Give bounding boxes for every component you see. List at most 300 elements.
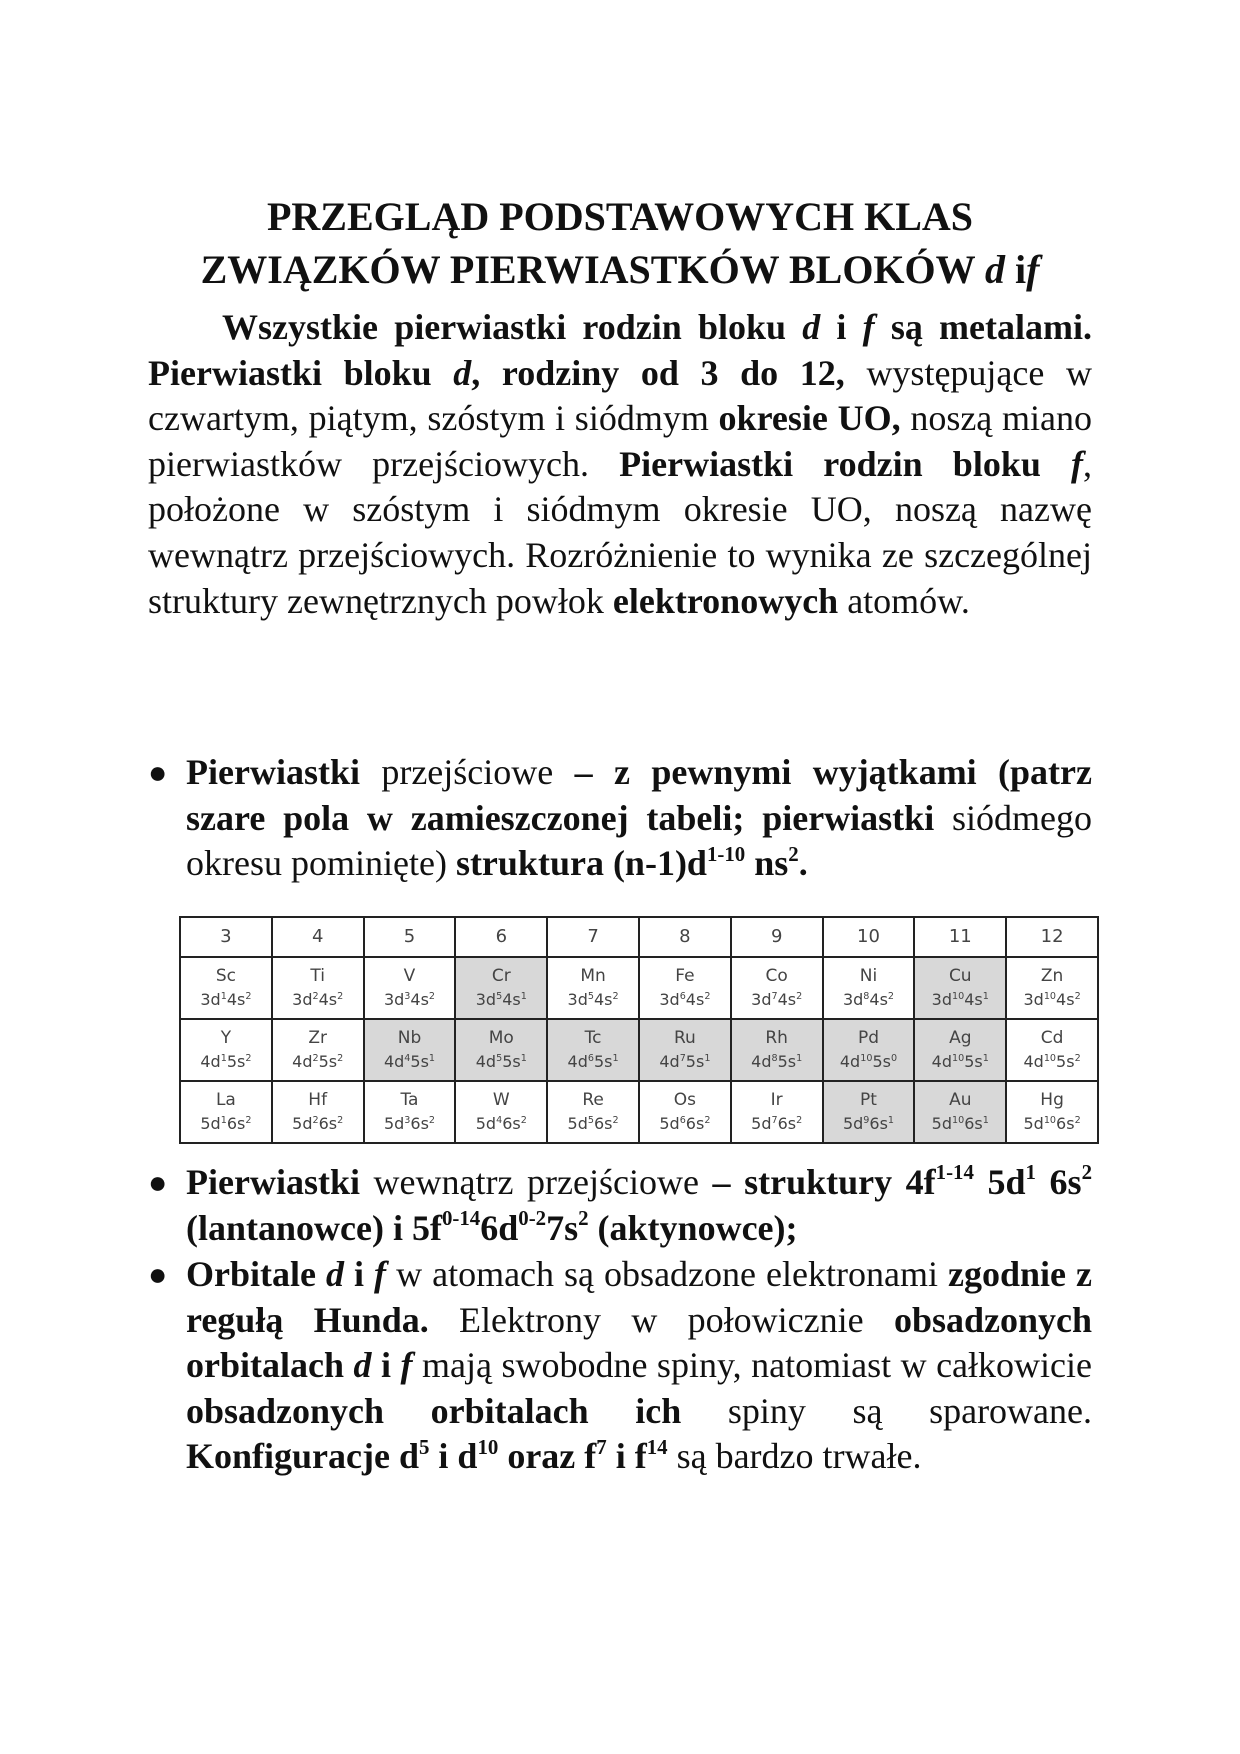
config-part: 3d [292, 990, 313, 1009]
bullet-text: (aktynowce); [588, 1207, 798, 1248]
intro-d: d [802, 307, 821, 347]
superscript: 14 [646, 1434, 668, 1459]
element-cell [1006, 1019, 1098, 1081]
config-part: 3d [842, 990, 864, 1009]
bullet-text: mają swobodne spiny, natomiast w całkowicie [412, 1345, 1092, 1386]
table-row [180, 1081, 1098, 1143]
config-superscript: 8 [771, 1053, 778, 1065]
element-symbol: Ta [400, 1090, 419, 1110]
intro-text: atomów. [838, 580, 970, 621]
element-symbol: Cr [491, 966, 511, 986]
element-cell [364, 1019, 456, 1081]
element-symbol: Ir [770, 1090, 783, 1110]
element-cell [547, 1019, 639, 1081]
config-superscript: 1 [220, 1115, 227, 1127]
config-part: 5s [410, 1052, 429, 1071]
element-cell [364, 1081, 456, 1143]
bullet-text: (lantanowce) i 5f [186, 1207, 442, 1248]
config-superscript: 1 [982, 991, 989, 1003]
electron-configuration [181, 1050, 271, 1074]
element-symbol: Mo [488, 1028, 514, 1048]
config-part: 5d [567, 1114, 588, 1133]
bullet-transition-elements [148, 750, 1092, 887]
bullet-text: wewnątrz przejściowe [373, 1162, 699, 1202]
element-cell [180, 1081, 272, 1143]
config-part: 6s [869, 1114, 888, 1133]
config-part: 4s [502, 990, 521, 1009]
electron-configuration [732, 988, 822, 1012]
config-part: 5s [1056, 1052, 1075, 1071]
element-symbol: Fe [675, 966, 695, 986]
element-cell [547, 1081, 639, 1143]
electron-configuration [915, 988, 1005, 1012]
superscript: 1 [1025, 1160, 1036, 1185]
config-superscript: 2 [887, 991, 895, 1003]
electron-configuration [548, 1112, 638, 1136]
config-superscript: 7 [679, 1053, 686, 1065]
config-part: 5d [842, 1114, 864, 1133]
electron-configuration [732, 1112, 822, 1136]
element-symbol: Ti [310, 966, 325, 986]
config-part: 4s [594, 990, 613, 1009]
intro-text: elektronowych [612, 580, 839, 621]
config-part: 6s [685, 1114, 705, 1133]
config-superscript: 2 [796, 991, 803, 1003]
config-part: 4d [659, 1052, 680, 1071]
group-header: 11 [914, 917, 1006, 957]
bullet-inner-transition [148, 1160, 1092, 1251]
element-symbol: V [403, 966, 416, 986]
config-part: 3d [567, 990, 588, 1009]
bullet-text: Pierwiastki [186, 752, 382, 792]
config-superscript: 1 [220, 991, 227, 1003]
bullet-text: Pierwiastki [186, 1162, 374, 1202]
bullet-f: f [374, 1254, 387, 1294]
element-symbol: Cu [948, 966, 972, 986]
config-superscript: 5 [587, 1115, 594, 1127]
config-part: 4s [964, 990, 983, 1009]
config-part: 4s [318, 990, 338, 1009]
config-superscript: 2 [312, 1115, 319, 1127]
element-symbol: Tc [584, 1028, 602, 1048]
element-cell [455, 1019, 547, 1081]
config-superscript: 1 [520, 991, 527, 1003]
title-f: f [1026, 247, 1040, 292]
element-cell [1006, 957, 1098, 1019]
electron-configuration [915, 1112, 1005, 1136]
element-symbol: Hg [1040, 1090, 1064, 1110]
element-cell [914, 957, 1006, 1019]
config-superscript: 2 [704, 991, 711, 1003]
config-superscript: 3 [404, 1115, 411, 1127]
intro-text: i [820, 307, 863, 347]
config-part: 4d [931, 1052, 953, 1071]
element-symbol: Os [673, 1090, 696, 1110]
electron-configuration [456, 988, 546, 1012]
bullet-text: Orbitale [186, 1254, 326, 1294]
config-superscript: 2 [312, 1053, 319, 1065]
superscript: 10 [477, 1434, 499, 1459]
config-part: 5s [594, 1052, 613, 1071]
config-superscript: 6 [587, 1053, 594, 1065]
config-part: 4s [869, 990, 888, 1009]
electron-configuration [1007, 1112, 1097, 1136]
config-superscript: 10 [860, 1053, 873, 1065]
electron-configuration [824, 1050, 914, 1074]
electron-configuration [181, 1112, 271, 1136]
bullet-dot: ● [148, 754, 168, 790]
superscript: 2 [578, 1205, 589, 1230]
config-superscript: 1 [982, 1053, 989, 1065]
config-superscript: 10 [952, 1115, 965, 1127]
bullet-text: i f [606, 1436, 647, 1477]
bullet-text: i [344, 1254, 375, 1294]
group-header: 12 [1006, 917, 1098, 957]
electron-configuration [273, 988, 363, 1012]
config-part: 3d [200, 990, 221, 1009]
element-cell [823, 1081, 915, 1143]
config-part: 4d [383, 1052, 405, 1071]
config-superscript: 1 [428, 1053, 436, 1065]
config-superscript: 3 [404, 991, 411, 1003]
intro-f: f [1071, 443, 1084, 484]
bullet-text: w atomach są obsadzone elektronami [386, 1254, 948, 1294]
config-superscript: 2 [245, 991, 252, 1003]
config-superscript: 2 [1074, 1053, 1081, 1065]
config-superscript: 4 [496, 1115, 503, 1127]
element-symbol: Re [582, 1090, 604, 1110]
element-symbol: Ag [949, 1028, 972, 1048]
title-and: i [1004, 247, 1027, 292]
element-cell [914, 1081, 1006, 1143]
config-part: 5d [383, 1114, 405, 1133]
superscript: 2 [1081, 1160, 1092, 1185]
intro-paragraph [148, 305, 1092, 624]
config-superscript: 7 [771, 1115, 778, 1127]
config-part: 4d [292, 1052, 313, 1071]
config-part: 6s [964, 1114, 983, 1133]
electron-configuration [273, 1050, 363, 1074]
element-symbol: Cd [1040, 1028, 1064, 1048]
title-d: d [984, 247, 1005, 292]
table-row [180, 1019, 1098, 1081]
config-superscript: 2 [1074, 1115, 1081, 1127]
bullet-text: Elektrony w połowicznie [428, 1299, 894, 1340]
element-symbol: La [215, 1090, 236, 1110]
group-header: 9 [731, 917, 823, 957]
electron-configuration [732, 1050, 822, 1074]
config-part: 3d [1023, 990, 1044, 1009]
config-part: 4s [226, 990, 246, 1009]
config-superscript: 2 [428, 991, 436, 1003]
element-cell [272, 957, 364, 1019]
config-part: 5s [964, 1052, 983, 1071]
config-superscript: 1 [704, 1053, 711, 1065]
intro-text: okresie UO, [718, 398, 911, 439]
electron-configuration [365, 988, 455, 1012]
config-part: 5d [475, 1114, 497, 1133]
config-part: 4d [475, 1052, 497, 1071]
config-superscript: 1 [520, 1053, 527, 1065]
intro-text: , rodziny od 3 do 12, [471, 352, 867, 393]
config-superscript: 10 [952, 991, 965, 1003]
intro-text: noszą miano pierwiastków przejściowych. [148, 398, 1092, 484]
element-cell [731, 1081, 823, 1143]
config-part: 5s [226, 1052, 246, 1071]
config-part: 3d [383, 990, 405, 1009]
config-superscript: 2 [245, 1115, 252, 1127]
config-superscript: 2 [704, 1115, 711, 1127]
group-header: 8 [639, 917, 731, 957]
config-superscript: 10 [1043, 1053, 1057, 1065]
config-superscript: 1 [887, 1115, 895, 1127]
config-superscript: 2 [337, 1053, 344, 1065]
config-part: 6s [502, 1114, 521, 1133]
bullet-text: 6d [480, 1207, 519, 1248]
config-superscript: 4 [404, 1053, 411, 1065]
bullet-text: – struktury 4f [698, 1162, 936, 1202]
config-superscript: 10 [952, 1053, 965, 1065]
config-superscript: 2 [312, 991, 319, 1003]
bullet-d: d [326, 1254, 344, 1294]
electron-configuration [824, 1112, 914, 1136]
config-part: 4d [200, 1052, 221, 1071]
bullet-orbitals [148, 1252, 1092, 1480]
group-header: 10 [823, 917, 915, 957]
element-symbol: Y [220, 1028, 232, 1048]
bullet-text: przejściowe [381, 752, 554, 792]
config-part: 5d [931, 1114, 953, 1133]
config-superscript: 5 [587, 991, 594, 1003]
electron-configuration [365, 1112, 455, 1136]
element-symbol: Hf [308, 1090, 328, 1110]
group-header: 3 [180, 917, 272, 957]
element-symbol: Au [949, 1090, 972, 1110]
element-symbol: Rh [765, 1028, 788, 1048]
config-superscript: 2 [245, 1053, 252, 1065]
config-superscript: 2 [796, 1115, 803, 1127]
config-superscript: 2 [428, 1115, 436, 1127]
element-symbol: Sc [215, 966, 236, 986]
electron-configuration [273, 1112, 363, 1136]
bullet-text: . [798, 843, 808, 884]
bullet-text: 7s [546, 1207, 579, 1248]
config-superscript: 7 [771, 991, 778, 1003]
electron-configuration [915, 1050, 1005, 1074]
config-part: 3d [659, 990, 680, 1009]
electron-configuration [365, 1050, 455, 1074]
element-symbol: Nb [397, 1028, 422, 1048]
config-part: 6s [1056, 1114, 1075, 1133]
intro-text: są metalami. Pierwiastki bloku [148, 307, 1092, 393]
superscript: 5 [418, 1434, 430, 1459]
bullet-d: d [353, 1345, 372, 1386]
config-superscript: 9 [863, 1115, 870, 1127]
element-symbol: Co [765, 966, 788, 986]
config-part: 6s [226, 1114, 246, 1133]
bullet-dot: ● [148, 1256, 168, 1292]
bullet-paragraph [148, 750, 1092, 887]
config-superscript: 1 [982, 1115, 989, 1127]
config-part: 4d [1023, 1052, 1044, 1071]
element-cell [455, 957, 547, 1019]
element-cell [639, 1019, 731, 1081]
element-cell [180, 957, 272, 1019]
config-part: 4s [1056, 990, 1075, 1009]
electron-configuration [640, 1112, 730, 1136]
element-symbol: W [492, 1090, 510, 1110]
electron-configuration [456, 1112, 546, 1136]
bullet-text: i [371, 1345, 401, 1386]
element-cell [823, 957, 915, 1019]
element-cell [823, 1019, 915, 1081]
element-cell [639, 1081, 731, 1143]
bullet-text: ns [745, 843, 789, 884]
superscript: 1-14 [935, 1160, 974, 1185]
group-header: 7 [547, 917, 639, 957]
bullet-paragraph [148, 1160, 1092, 1251]
config-superscript: 1 [796, 1053, 803, 1065]
element-cell [272, 1081, 364, 1143]
config-superscript: 10 [1043, 991, 1057, 1003]
electron-configuration [1007, 988, 1097, 1012]
bullet-text: i d [429, 1436, 478, 1477]
electron-configuration [640, 988, 730, 1012]
bullet-text: 5d [973, 1162, 1026, 1202]
config-superscript: 10 [1043, 1115, 1057, 1127]
config-part: 6s [777, 1114, 797, 1133]
config-superscript: 2 [337, 991, 344, 1003]
superscript: 7 [596, 1434, 607, 1459]
bullet-text: 6s [1035, 1162, 1082, 1202]
bullet-f: f [400, 1345, 413, 1386]
element-cell [1006, 1081, 1098, 1143]
config-part: 5d [659, 1114, 680, 1133]
element-cell [731, 957, 823, 1019]
config-part: 5d [200, 1114, 221, 1133]
electron-configuration [181, 988, 271, 1012]
config-part: 5d [292, 1114, 313, 1133]
d-block-table [179, 916, 1099, 1144]
intro-text: Wszystkie pierwiastki rodzin bloku [222, 307, 803, 347]
table-row [180, 957, 1098, 1019]
title-line-1: PRZEGLĄD PODSTAWOWYCH KLAS [266, 194, 973, 239]
group-header: 6 [455, 917, 547, 957]
config-superscript: 2 [337, 1115, 344, 1127]
element-cell [455, 1081, 547, 1143]
bullet-text: są bardzo trwałe. [676, 1436, 922, 1477]
config-part: 6s [410, 1114, 429, 1133]
superscript: 1-10 [706, 841, 746, 866]
config-part: 4s [410, 990, 429, 1009]
intro-section [148, 305, 1092, 624]
superscript: 0-2 [518, 1205, 547, 1230]
bullet-paragraph [148, 1252, 1092, 1480]
electron-configuration [824, 988, 914, 1012]
config-part: 4s [685, 990, 705, 1009]
intro-text: Pierwiastki rodzin bloku [589, 443, 1072, 484]
intro-f: f [862, 307, 875, 347]
config-superscript: 2 [1074, 991, 1081, 1003]
electron-configuration [640, 1050, 730, 1074]
bullet-text [668, 1436, 677, 1476]
config-superscript: 6 [679, 991, 686, 1003]
element-symbol: Zr [308, 1028, 328, 1048]
element-cell [731, 1019, 823, 1081]
config-part: 4s [777, 990, 797, 1009]
electron-configuration [456, 1050, 546, 1074]
config-superscript: 5 [496, 1053, 503, 1065]
config-part: 5s [777, 1052, 797, 1071]
electron-configuration [1007, 1050, 1097, 1074]
config-part: 4d [839, 1052, 861, 1071]
bullet-text: oraz f [498, 1436, 597, 1477]
bullet-text: struktura (n-1)d [446, 843, 707, 884]
config-part: 4d [567, 1052, 588, 1071]
config-part: 5s [872, 1052, 891, 1071]
element-cell [547, 957, 639, 1019]
element-symbol: Zn [1040, 966, 1064, 986]
config-part: 4d [751, 1052, 772, 1071]
page-title [150, 190, 1090, 296]
config-superscript: 5 [496, 991, 503, 1003]
config-part: 5s [502, 1052, 521, 1071]
config-part: 5d [751, 1114, 772, 1133]
element-cell [272, 1019, 364, 1081]
bullet-text: siódmego okresu pominięte) [186, 797, 1092, 884]
config-superscript: 1 [220, 1053, 227, 1065]
config-superscript: 1 [612, 1053, 619, 1065]
intro-text: , położone w szóstym i siódmym okresie UO, noszą nazwę wewnątrz przejściowych. Rozróżnienie to wynika ze szczególnej struktury zewnętrznych powłok [148, 443, 1093, 621]
config-superscript: 2 [612, 991, 619, 1003]
config-part: 5s [318, 1052, 338, 1071]
bullet-dot: ● [148, 1164, 168, 1200]
config-part: 5s [685, 1052, 705, 1071]
bullet-text: – z pewnymi wyjątkami (patrz szare pola w zamieszczonej tabeli; pierwiastki [186, 752, 1092, 838]
config-superscript: 2 [520, 1115, 527, 1127]
config-part: 3d [475, 990, 497, 1009]
element-symbol: Pd [857, 1028, 879, 1048]
superscript: 2 [788, 841, 799, 866]
element-symbol: Ni [859, 966, 878, 986]
electron-configuration [548, 988, 638, 1012]
config-part: 3d [931, 990, 953, 1009]
bullet-text: obsadzonych orbitalach [186, 1299, 1092, 1386]
electron-configuration [548, 1050, 638, 1074]
config-part: 6s [594, 1114, 613, 1133]
element-symbol: Ru [673, 1028, 696, 1048]
title-line-2: ZWIĄZKÓW PIERWIASTKÓW BLOKÓW [200, 247, 985, 292]
superscript: 0-14 [441, 1205, 481, 1230]
element-cell [180, 1019, 272, 1081]
config-part: 5d [1023, 1114, 1044, 1133]
config-superscript: 8 [863, 991, 870, 1003]
config-superscript: 0 [890, 1053, 898, 1065]
config-superscript: 6 [679, 1115, 686, 1127]
bullet-text: spiny są sparowane. [681, 1390, 1093, 1431]
bullet-text: obsadzonych orbitalach ich [186, 1390, 682, 1431]
bullet-text: Konfiguracje d [186, 1436, 419, 1477]
intro-d: d [453, 352, 472, 393]
config-superscript: 2 [612, 1115, 619, 1127]
element-cell [914, 1019, 1006, 1081]
element-cell [639, 957, 731, 1019]
config-part: 6s [318, 1114, 338, 1133]
bullet-text: zgodnie z regułą Hunda. [186, 1254, 1092, 1340]
group-header: 5 [364, 917, 456, 957]
intro-text: występujące w czwartym, piątym, szóstym i siódmym [148, 352, 1092, 439]
element-symbol: Pt [860, 1090, 877, 1110]
